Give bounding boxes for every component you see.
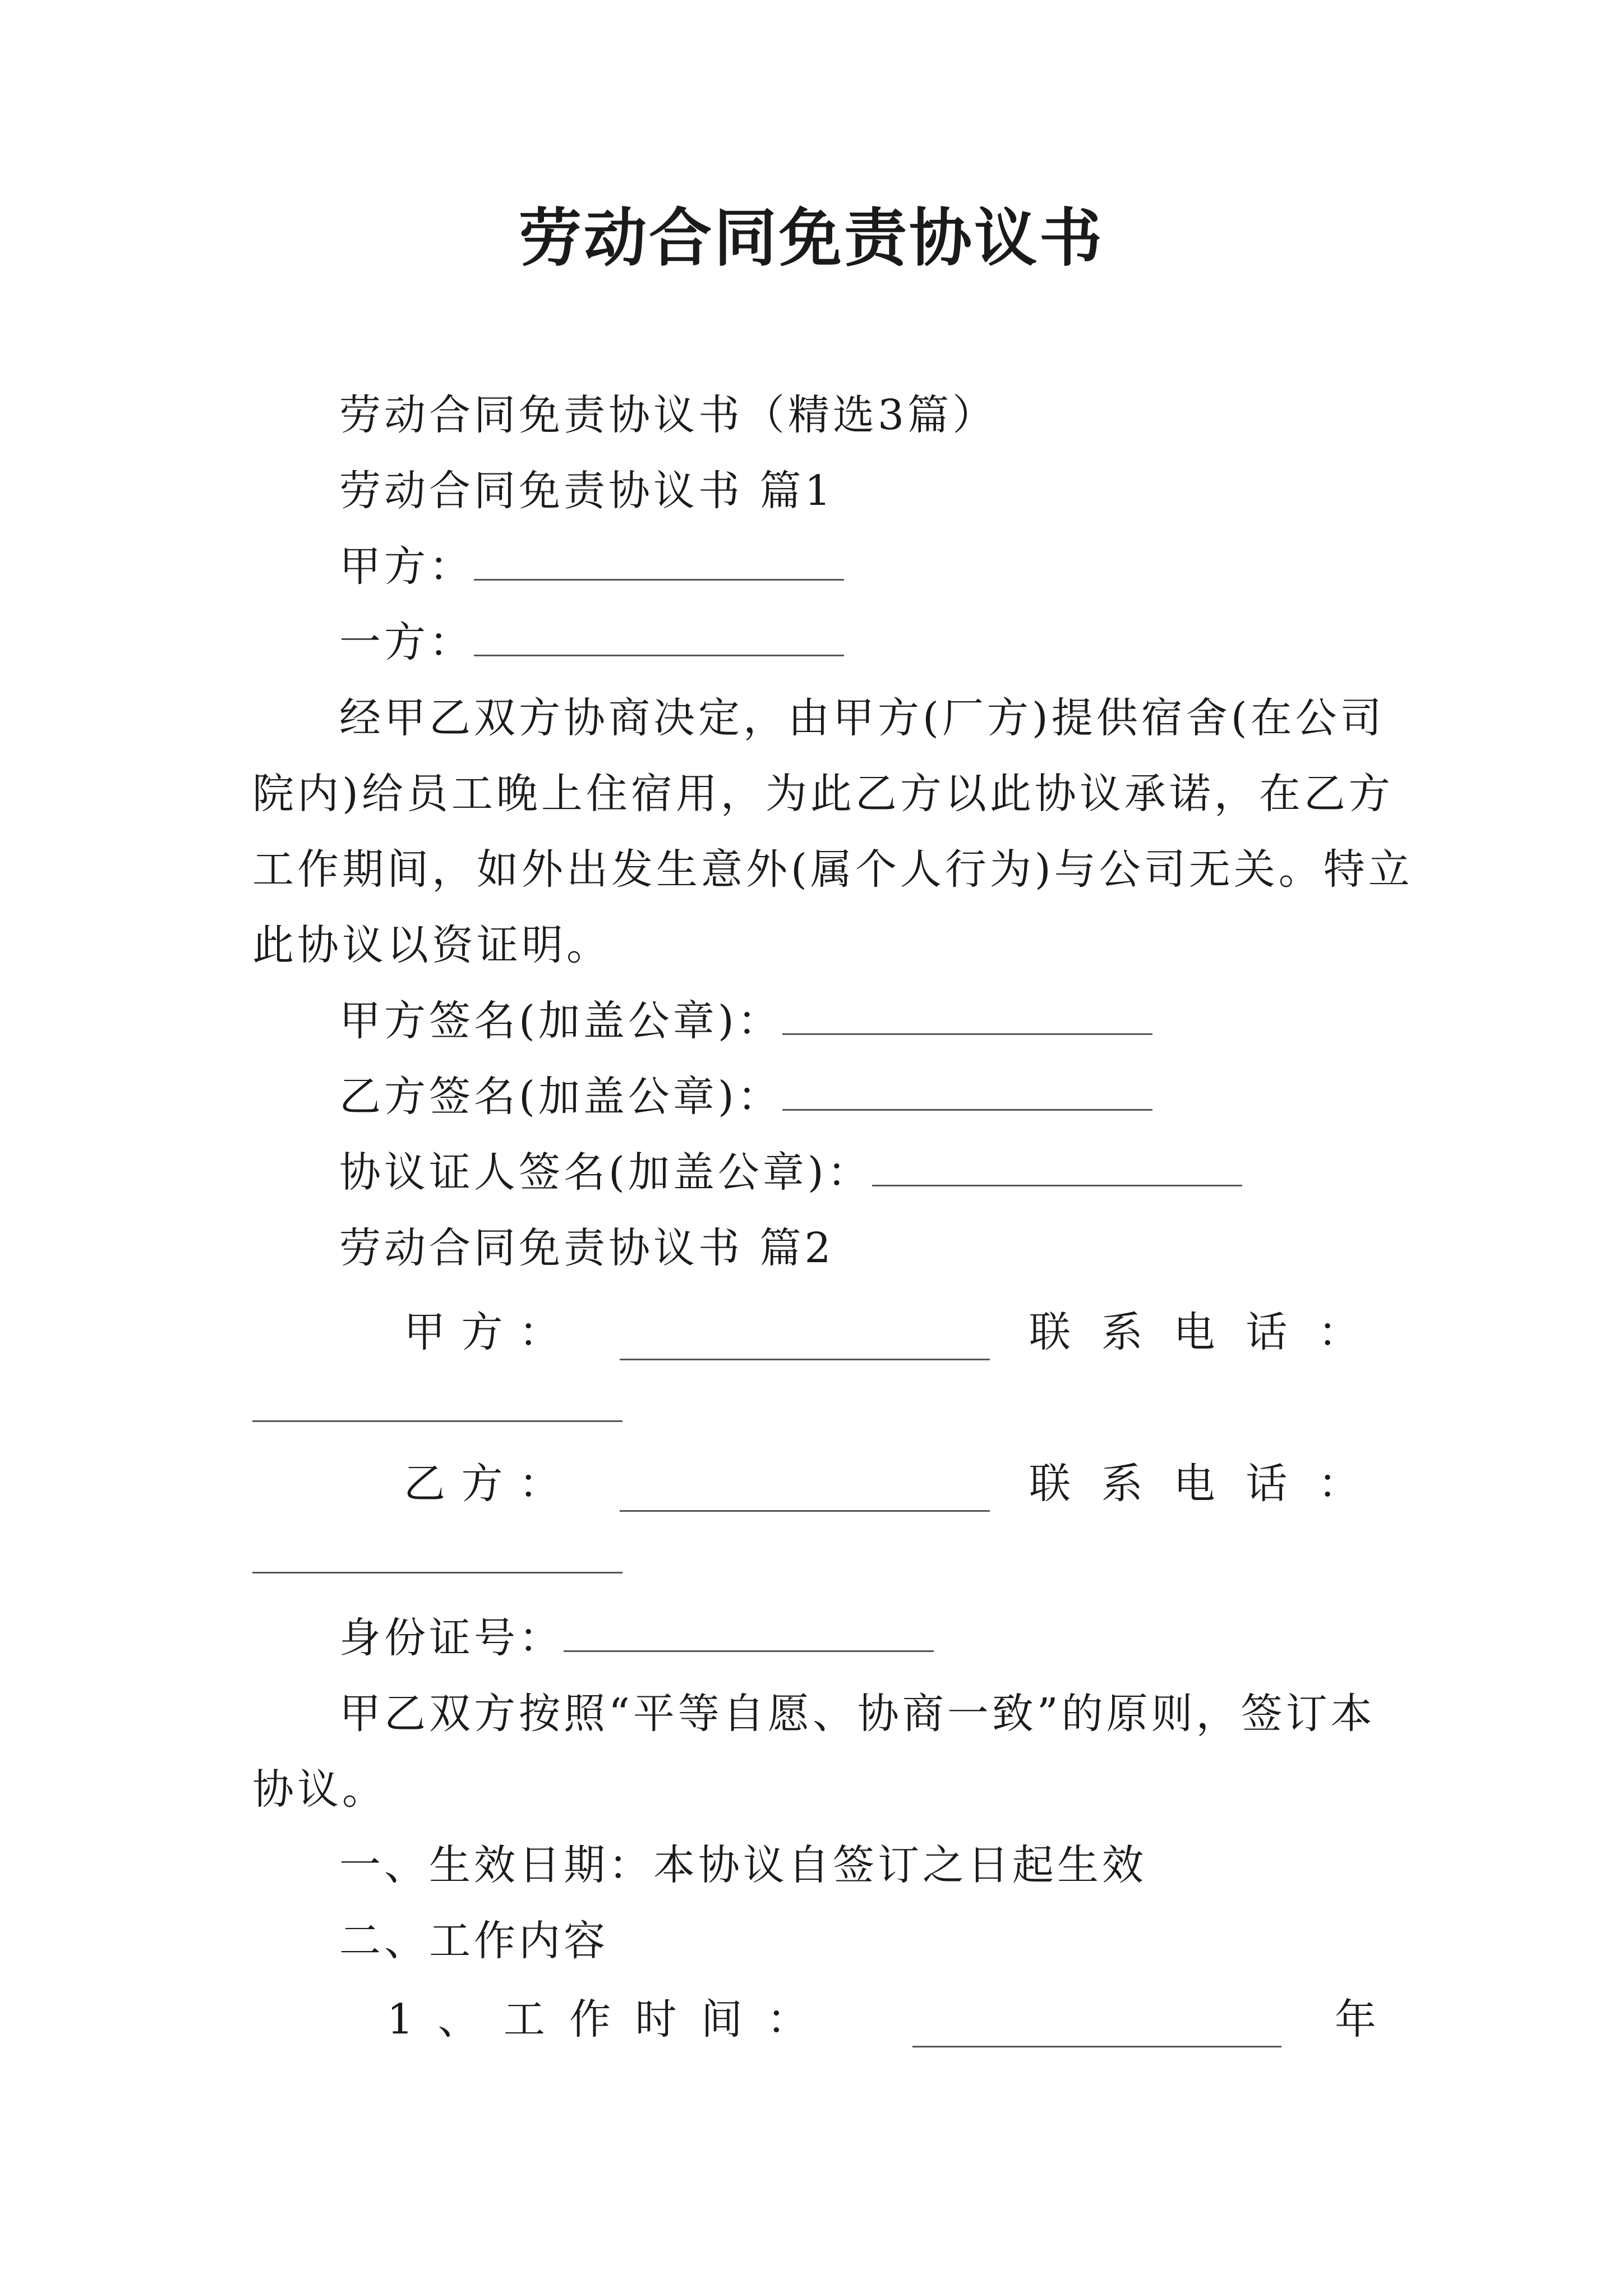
body-line-4: 此协议以资证明。 bbox=[252, 921, 611, 969]
body-line-2: 院内)给员工晚上住宿用，为此乙方以此协议承诺，在乙方 bbox=[252, 770, 1394, 818]
sign-a-blank bbox=[782, 1000, 1152, 1035]
principle-line-2: 协议。 bbox=[252, 1765, 387, 1814]
sign-witness-line bbox=[339, 1144, 1461, 1200]
part2-party-a-row bbox=[404, 1304, 1380, 1360]
part2-heading: 劳动合同免责协议书 篇2 bbox=[339, 1224, 834, 1272]
document-title: 劳动合同免责协议书 bbox=[519, 201, 1104, 275]
party-b-blank bbox=[474, 621, 844, 656]
id-number-blank bbox=[564, 1617, 934, 1652]
sign-a-line bbox=[339, 993, 1461, 1049]
part2-party-b-row bbox=[404, 1456, 1380, 1512]
sign-witness-label: 协议证人签名(加盖公章)： bbox=[339, 1148, 872, 1197]
party-b-line bbox=[339, 614, 1461, 670]
part2-party-b-label: 乙 方 ： bbox=[404, 1460, 564, 1508]
sign-witness-blank bbox=[872, 1151, 1242, 1186]
sign-b-line bbox=[339, 1069, 1461, 1125]
subtitle: 劳动合同免责协议书（精选3篇） bbox=[339, 391, 998, 439]
party-a-blank bbox=[474, 545, 844, 581]
sign-b-label: 乙方签名(加盖公章)： bbox=[339, 1073, 782, 1121]
item-work-content: 二、工作内容 bbox=[339, 1917, 608, 1965]
party-a-line bbox=[339, 539, 1461, 595]
principle-line-1: 甲乙双方按照“平等自愿、协商一致”的原则，签订本 bbox=[339, 1690, 1376, 1738]
part2-phone-b-blank-line bbox=[252, 1531, 1374, 1588]
part2-party-a-blank bbox=[620, 1325, 990, 1360]
part2-party-a-label: 甲 方 ： bbox=[404, 1308, 564, 1356]
sign-b-blank bbox=[782, 1075, 1152, 1111]
work-time-label: 1 、 工 作 时 间 ： bbox=[387, 1995, 812, 2044]
part2-phone-b-blank bbox=[252, 1538, 623, 1573]
part2-party-b-blank bbox=[620, 1476, 990, 1512]
item-effective-date: 一、生效日期：本协议自签订之日起生效 bbox=[339, 1841, 1147, 1889]
body-line-3: 工作期间，如外出发生意外(属个人行为)与公司无关。特立 bbox=[252, 845, 1413, 894]
party-b-label: 一方： bbox=[339, 618, 474, 666]
id-number-label: 身份证号： bbox=[339, 1614, 564, 1662]
part2-phone-a-blank-line bbox=[252, 1380, 1374, 1436]
work-time-blank bbox=[912, 2012, 1281, 2047]
part2-phone-b-label: 联 系 电 话 ： bbox=[1029, 1460, 1363, 1508]
body-line-1: 经甲乙双方协商决定，由甲方(厂方)提供宿舍(在公司 bbox=[339, 694, 1385, 742]
id-number-line bbox=[339, 1610, 1461, 1666]
sign-a-label: 甲方签名(加盖公章)： bbox=[339, 997, 782, 1045]
party-a-label: 甲方： bbox=[339, 542, 474, 591]
year-label: 年 bbox=[1335, 1995, 1380, 2044]
part1-heading: 劳动合同免责协议书 篇1 bbox=[339, 467, 834, 515]
part2-phone-a-blank bbox=[252, 1387, 623, 1422]
work-time-row bbox=[387, 1991, 1380, 2047]
part2-phone-a-label: 联 系 电 话 ： bbox=[1029, 1308, 1363, 1356]
